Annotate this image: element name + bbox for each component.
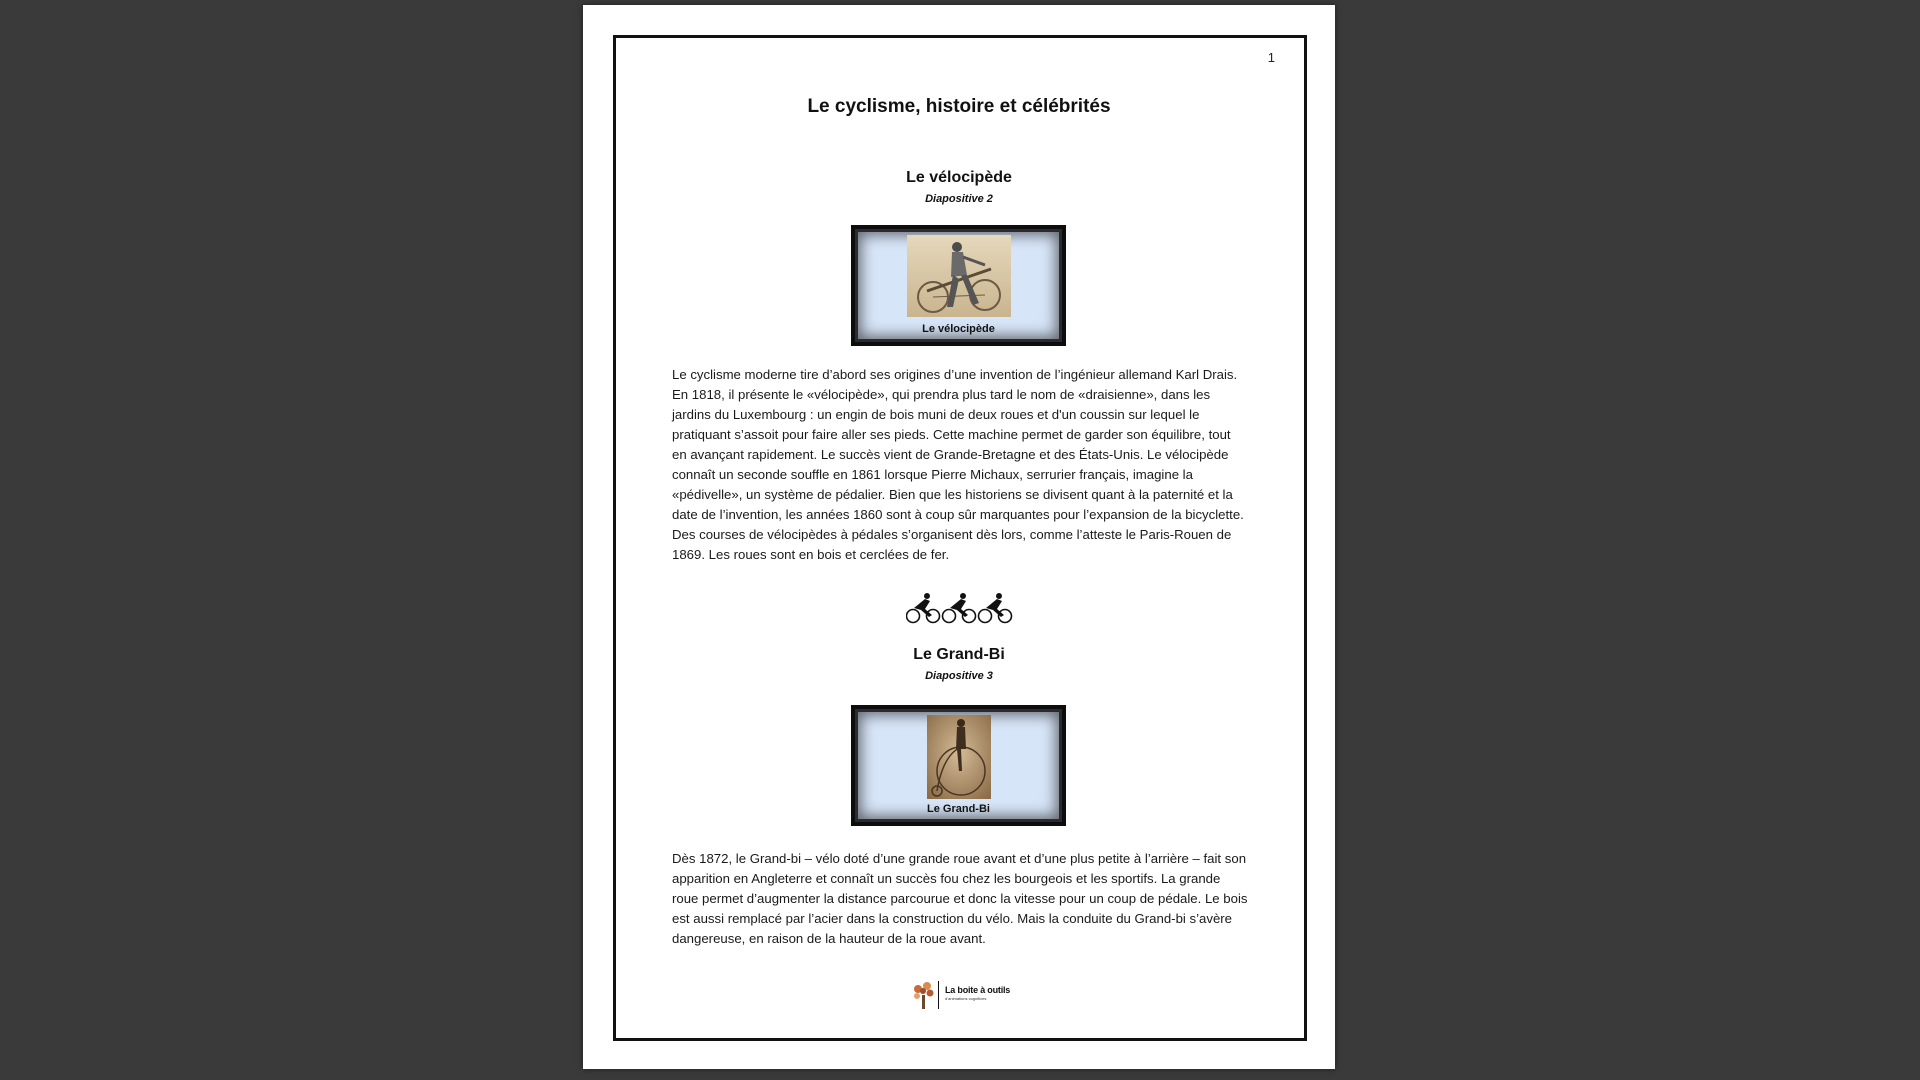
grand-bi-photo	[927, 715, 991, 799]
section-title: Le Grand-Bi	[913, 646, 1005, 663]
section-paragraph: Le cyclisme moderne tire d’abord ses origines d’une invention de l’ingénieur allemand Karl Drais. En 1818, il présente le «vélocipède», qui prendra plus tard le nom de «draisienne», dans les jardins du Luxembourg : un engin de bois muni de deux roues et d'un coussin sur lequel le pratiquant s’assoit pour faire aller ses pieds. Cette machine permet de garder son équilibre, tout en avançant rapidement. Le succès vient de Grande-Bretagne et des États-Unis. Le vélocipède connaît un seconde souffle en 1861 lorsque Pierre Michaux, serrurier français, imagine la «pédivelle», un système de pédalier. Bien que les historiens se divisent quant à la paternité et la date de l’invention, les années 1860 sont à coup sûr marquantes pour l’expansion de la bicyclette. Des courses de vélocipèdes à pédales s’organisent dès lors, comme l’atteste le Paris-Rouen de 1869. Les roues sont en bois et cerclées de fer.	[672, 367, 1244, 562]
section-subtitle: Diapositive 2	[925, 193, 993, 205]
section-subtitle: Diapositive 3	[925, 670, 993, 682]
slide-caption: Le Grand-Bi	[927, 803, 990, 815]
slide-thumbnail	[851, 225, 1066, 346]
tree-logo-icon	[909, 979, 939, 1011]
document-page	[583, 5, 1335, 1069]
three-cyclists-icon	[906, 591, 1014, 625]
slide-caption: Le vélocipède	[922, 323, 995, 335]
draisienne-photo	[907, 235, 1011, 317]
section-paragraph: Dès 1872, le Grand-bi – vélo doté d’une grande roue avant et d’une plus petite à l’arrière – fait son apparition en Angleterre et connaît un succès fou chez les bourgeois et les sportifs. La grande roue permet d’augmenter la distance parcourue et donc la vitesse pour un coup de pédale. Le bois est aussi remplacé par l’acier dans la construction du vélo. Mais la conduite du Grand-bi s’avère dangereuse, en raison de la hauteur de la roue avant.	[672, 851, 1248, 946]
footer-logo	[909, 979, 1019, 1011]
logo-name: La boite à outils	[945, 985, 1011, 995]
page-number: 1	[1267, 50, 1275, 65]
logo-tagline: d’animations cognitives	[945, 996, 987, 1001]
document-title: Le cyclisme, histoire et célébrités	[807, 96, 1111, 117]
section-title: Le vélocipède	[906, 169, 1012, 186]
slide-thumbnail	[851, 705, 1066, 826]
